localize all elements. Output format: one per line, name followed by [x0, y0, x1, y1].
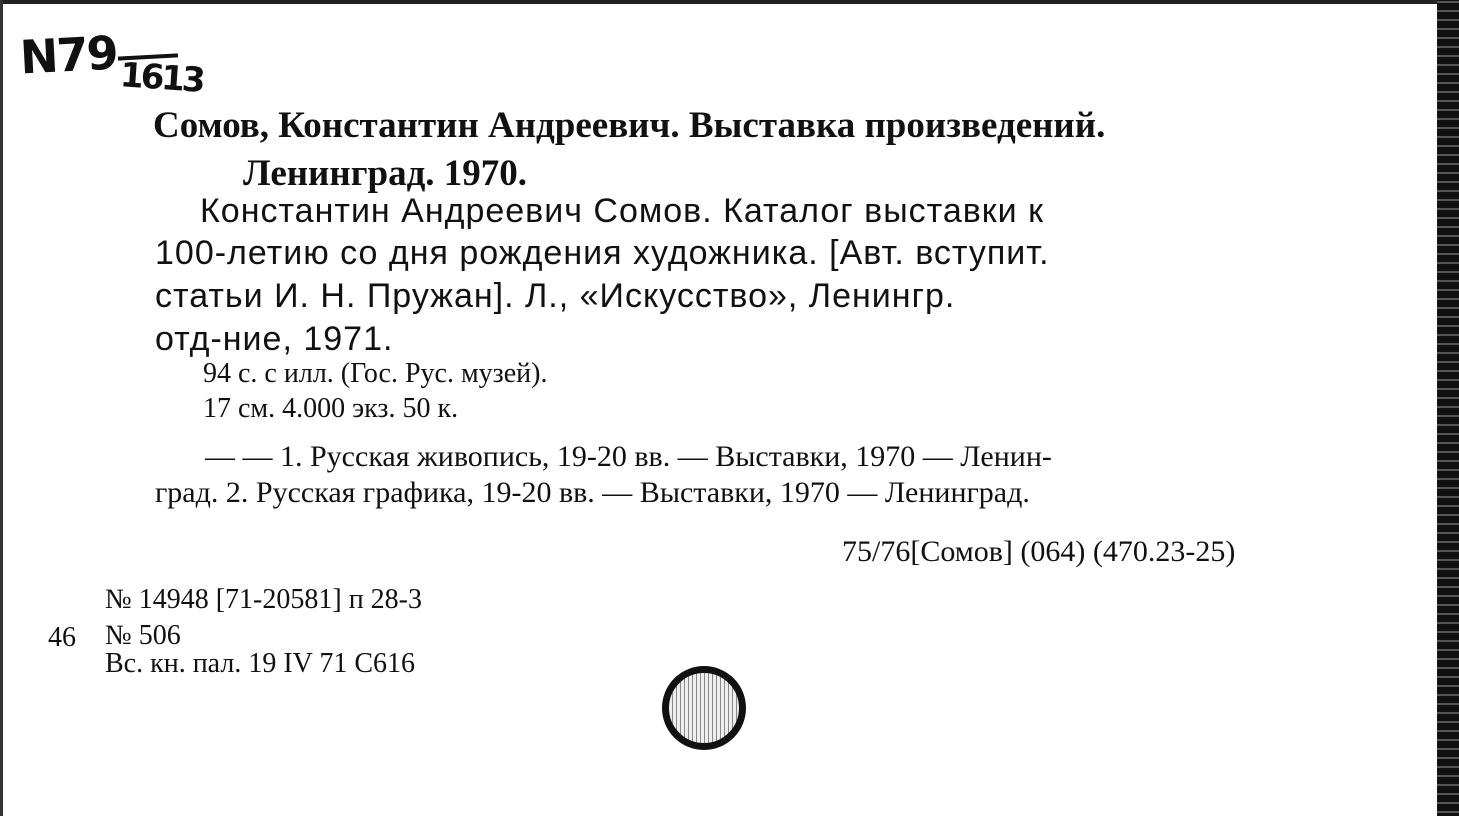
registry-line-3: Вс. кн. пал. 19 IV 71 С616	[105, 648, 416, 679]
subjects-line-2: град. 2. Русская графика, 19-20 вв. — Выставки, 1970 — Ленинград.	[155, 476, 1030, 509]
physical-line-2: 17 см. 4.000 экз. 50 к.	[203, 393, 459, 424]
punch-hole-stamp	[662, 666, 746, 750]
subjects-line-1: — — 1. Русская живопись, 19-20 вв. — Выставки, 1970 — Ленин-	[205, 440, 1052, 473]
card-left-edge	[0, 0, 3, 816]
registry-prefix: 46	[48, 622, 76, 653]
registry-line-1: № 14948 [71-20581] п 28-3	[105, 584, 422, 615]
handwritten-shelf-number: 1613	[118, 55, 204, 101]
description-line-2: 100-летию со дня рождения художника. [Авт. вступит.	[155, 234, 1050, 272]
heading-line-2: Ленинград. 1970.	[243, 153, 528, 194]
handwritten-number: N79	[18, 25, 118, 85]
registry-line-2: № 506	[105, 620, 181, 651]
description-line-4: отд-ние, 1971.	[155, 320, 394, 358]
card-right-edge	[1437, 0, 1459, 816]
description-line-1: Константин Андреевич Сомов. Каталог выставки к	[200, 192, 1044, 230]
description-line-3: статьи И. Н. Пружан]. Л., «Искусство», Ленингр.	[155, 277, 956, 315]
heading-line-1: Сомов, Константин Андреевич. Выставка произведений.	[153, 105, 1106, 146]
physical-line-1: 94 с. с илл. (Гос. Рус. музей).	[203, 358, 548, 389]
card-top-edge	[0, 0, 1459, 4]
classification-code: 75/76[Сомов] (064) (470.23-25)	[842, 535, 1236, 568]
